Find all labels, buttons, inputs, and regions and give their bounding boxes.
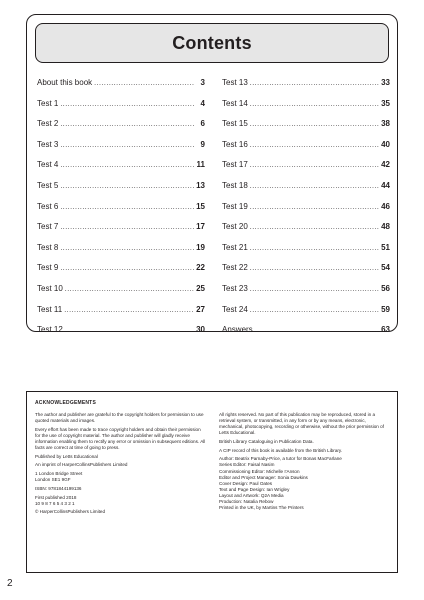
toc-entry	[37, 325, 205, 346]
toc-entry-label: Test 20	[222, 222, 248, 232]
toc-entry-page: 35	[381, 98, 390, 108]
acknowledgements-title: ACKNOWLEDGEMENTS	[35, 400, 96, 406]
toc-leader-dots	[250, 286, 379, 293]
acknowledgement-paragraph: Author: Beatrix Parnaby-Price, a tutor for Bonas MacFarlane Series Editor: Faisal Nasim Commissioning Editor: Michelle I'Anson Editor and Project Manager: Sonia Dawkins Cover Design: Paul Oates Text and Page Design: Ian Wrigley Layout and Artwork: Q2A Media Production: Natalia Rebow Printed in the UK, by Martins The Printers	[219, 456, 342, 511]
toc-entry-page: 15	[196, 201, 205, 211]
toc-leader-dots	[60, 204, 194, 211]
toc-entry-page: 56	[381, 283, 390, 293]
toc-leader-dots	[94, 80, 195, 87]
toc-entry-label: Test 19	[222, 201, 248, 211]
toc-entry-page: 42	[381, 160, 390, 170]
contents-box	[26, 14, 398, 335]
toc-entry-label: Test 3	[37, 139, 59, 149]
toc-entry-page: 19	[196, 242, 205, 252]
toc-entry	[37, 181, 205, 202]
toc-entry	[37, 263, 205, 284]
page-number: 2	[7, 578, 13, 589]
toc-entry-label: Test 4	[37, 160, 59, 170]
toc-entry	[222, 99, 390, 120]
acknowledgement-paragraph: The author and publisher are grateful to the copyright holders for permission to use quoted materials and images.	[35, 412, 204, 424]
acknowledgement-paragraph: British Library Cataloguing in Publication Data.	[219, 438, 314, 444]
toc-entry-label: Test 23	[222, 283, 248, 293]
toc-entry-label: Test 11	[37, 304, 63, 314]
toc-entry-page: 40	[381, 139, 390, 149]
acknowledgement-paragraph: First published 2018 10 9 8 7 6 5 4 3 2 1	[35, 494, 77, 506]
toc-entry-page: 25	[196, 283, 205, 293]
toc-entry-label: Test 15	[222, 119, 248, 129]
toc-entry	[37, 222, 205, 243]
toc-leader-dots	[250, 162, 379, 169]
toc-entry-label: Test 5	[37, 180, 59, 190]
toc-leader-dots	[250, 245, 379, 252]
toc-entry-label: Test 14	[222, 98, 248, 108]
toc-entry-page: 30	[196, 325, 205, 335]
toc-entry	[37, 202, 205, 223]
toc-leader-dots	[60, 183, 194, 190]
toc-entry	[37, 140, 205, 161]
toc-entry	[222, 119, 390, 140]
toc-leader-dots	[250, 101, 379, 108]
toc-entry-page: 6	[200, 119, 205, 129]
acknowledgements-right-column	[219, 412, 391, 514]
toc-entry-label: Test 1	[37, 98, 59, 108]
toc-entry-page: 13	[196, 180, 205, 190]
toc-entry-page: 11	[196, 160, 205, 170]
toc-entry-label: Test 9	[37, 263, 59, 273]
toc-entry	[222, 202, 390, 223]
toc-entry-label: Test 18	[222, 180, 248, 190]
toc-entry-label: About this book	[37, 78, 93, 87]
toc-entry	[222, 140, 390, 161]
acknowledgement-paragraph: An imprint of HarperCollinsPublishers Limited	[35, 462, 128, 468]
toc-entry-page: 33	[381, 78, 390, 87]
toc-entry-label: Test 16	[222, 139, 248, 149]
acknowledgement-paragraph: All rights reserved. No part of this publication may be reproduced, stored in a retrieval system, or transmitted, in any form or by any means, electronic, mechanical, photocopying, recording or otherwise, without the prior permission of Letts Educational.	[219, 412, 384, 436]
toc-leader-dots	[60, 265, 194, 272]
toc-entry-page: 3	[200, 78, 205, 87]
toc-leader-dots	[250, 224, 379, 231]
toc-entry-label: Test 21	[222, 242, 248, 252]
page-title: Contents	[172, 32, 252, 53]
toc-leader-dots	[60, 101, 195, 108]
acknowledgement-paragraph: Every effort has been made to trace copyright holders and obtain their permission for the use of copyright material. The author and publisher will gladly receive information enabling them to rectify any error or omission in subsequent editions. All facts are correct at time of going to press.	[35, 426, 206, 451]
acknowledgement-paragraph: © HarperCollinsPublishers Limited	[35, 509, 106, 515]
toc-entry	[37, 78, 205, 99]
toc-leader-dots	[64, 307, 194, 314]
toc-entry	[37, 99, 205, 120]
toc-entry-page: 9	[200, 139, 205, 149]
contents-title-bar	[35, 23, 389, 63]
toc-entry-label: Test 12	[37, 325, 63, 335]
toc-right-column	[222, 78, 390, 346]
toc-leader-dots	[65, 327, 194, 334]
toc-leader-dots	[250, 265, 379, 272]
toc-entry-label: Test 24	[222, 304, 248, 314]
toc-entry	[222, 181, 390, 202]
toc-entry	[222, 263, 390, 284]
toc-leader-dots	[250, 204, 379, 211]
toc-entry-page: 46	[381, 201, 390, 211]
toc-entry	[222, 325, 390, 346]
toc-leader-dots	[250, 307, 379, 314]
toc-leader-dots	[250, 183, 379, 190]
toc-entry	[222, 160, 390, 181]
toc-entry-page: 17	[196, 222, 205, 232]
toc-entry	[222, 305, 390, 326]
toc-entry	[222, 243, 390, 264]
toc-entry-page: 38	[381, 119, 390, 129]
toc-entry-label: Test 7	[37, 222, 59, 232]
toc-leader-dots	[60, 245, 194, 252]
toc-entry	[222, 284, 390, 305]
toc-leader-dots	[60, 224, 194, 231]
toc-entry-label: Test 13	[222, 78, 248, 87]
toc-entry-page: 54	[381, 263, 390, 273]
toc-entry	[37, 305, 205, 326]
toc-entry-page: 4	[200, 98, 205, 108]
acknowledgements-left-column	[35, 412, 207, 518]
toc-entry-page: 44	[381, 180, 390, 190]
toc-entry-label: Test 22	[222, 263, 248, 273]
toc-entry-page: 63	[381, 325, 390, 335]
acknowledgement-paragraph: 1 London Bridge Street London SE1 9GF	[35, 471, 83, 483]
toc-entry	[37, 284, 205, 305]
toc-leader-dots	[60, 162, 194, 169]
toc-leader-dots	[250, 121, 379, 128]
toc-leader-dots	[60, 142, 195, 149]
toc-entry-label: Test 17	[222, 160, 248, 170]
toc-entry-page: 59	[381, 304, 390, 314]
toc-leader-dots	[255, 327, 379, 334]
toc-entry-label: Test 10	[37, 283, 63, 293]
toc-entry-page: 51	[381, 242, 390, 252]
toc-entry-label: Answers	[222, 325, 253, 335]
toc-entry	[222, 222, 390, 243]
toc-entry-label: Test 6	[37, 201, 59, 211]
acknowledgement-paragraph: ISBN: 9781844199136	[35, 485, 82, 491]
acknowledgement-paragraph: A CIP record of this book is available from the British Library.	[219, 447, 343, 453]
toc-entry-page: 27	[196, 304, 205, 314]
toc-leader-dots	[60, 121, 195, 128]
toc-leader-dots	[250, 80, 379, 87]
toc-entry-label: Test 2	[37, 119, 59, 129]
toc-left-column	[37, 78, 205, 346]
acknowledgements-box	[26, 391, 398, 573]
toc-leader-dots	[250, 142, 379, 149]
toc-entry	[222, 78, 390, 99]
toc-entry-page: 22	[196, 263, 205, 273]
toc-entry-page: 48	[381, 222, 390, 232]
toc-leader-dots	[65, 286, 194, 293]
toc-entry	[37, 243, 205, 264]
acknowledgement-paragraph: Published by Letts Educational	[35, 453, 98, 459]
toc-entry-label: Test 8	[37, 242, 59, 252]
toc-entry	[37, 160, 205, 181]
toc-entry	[37, 119, 205, 140]
